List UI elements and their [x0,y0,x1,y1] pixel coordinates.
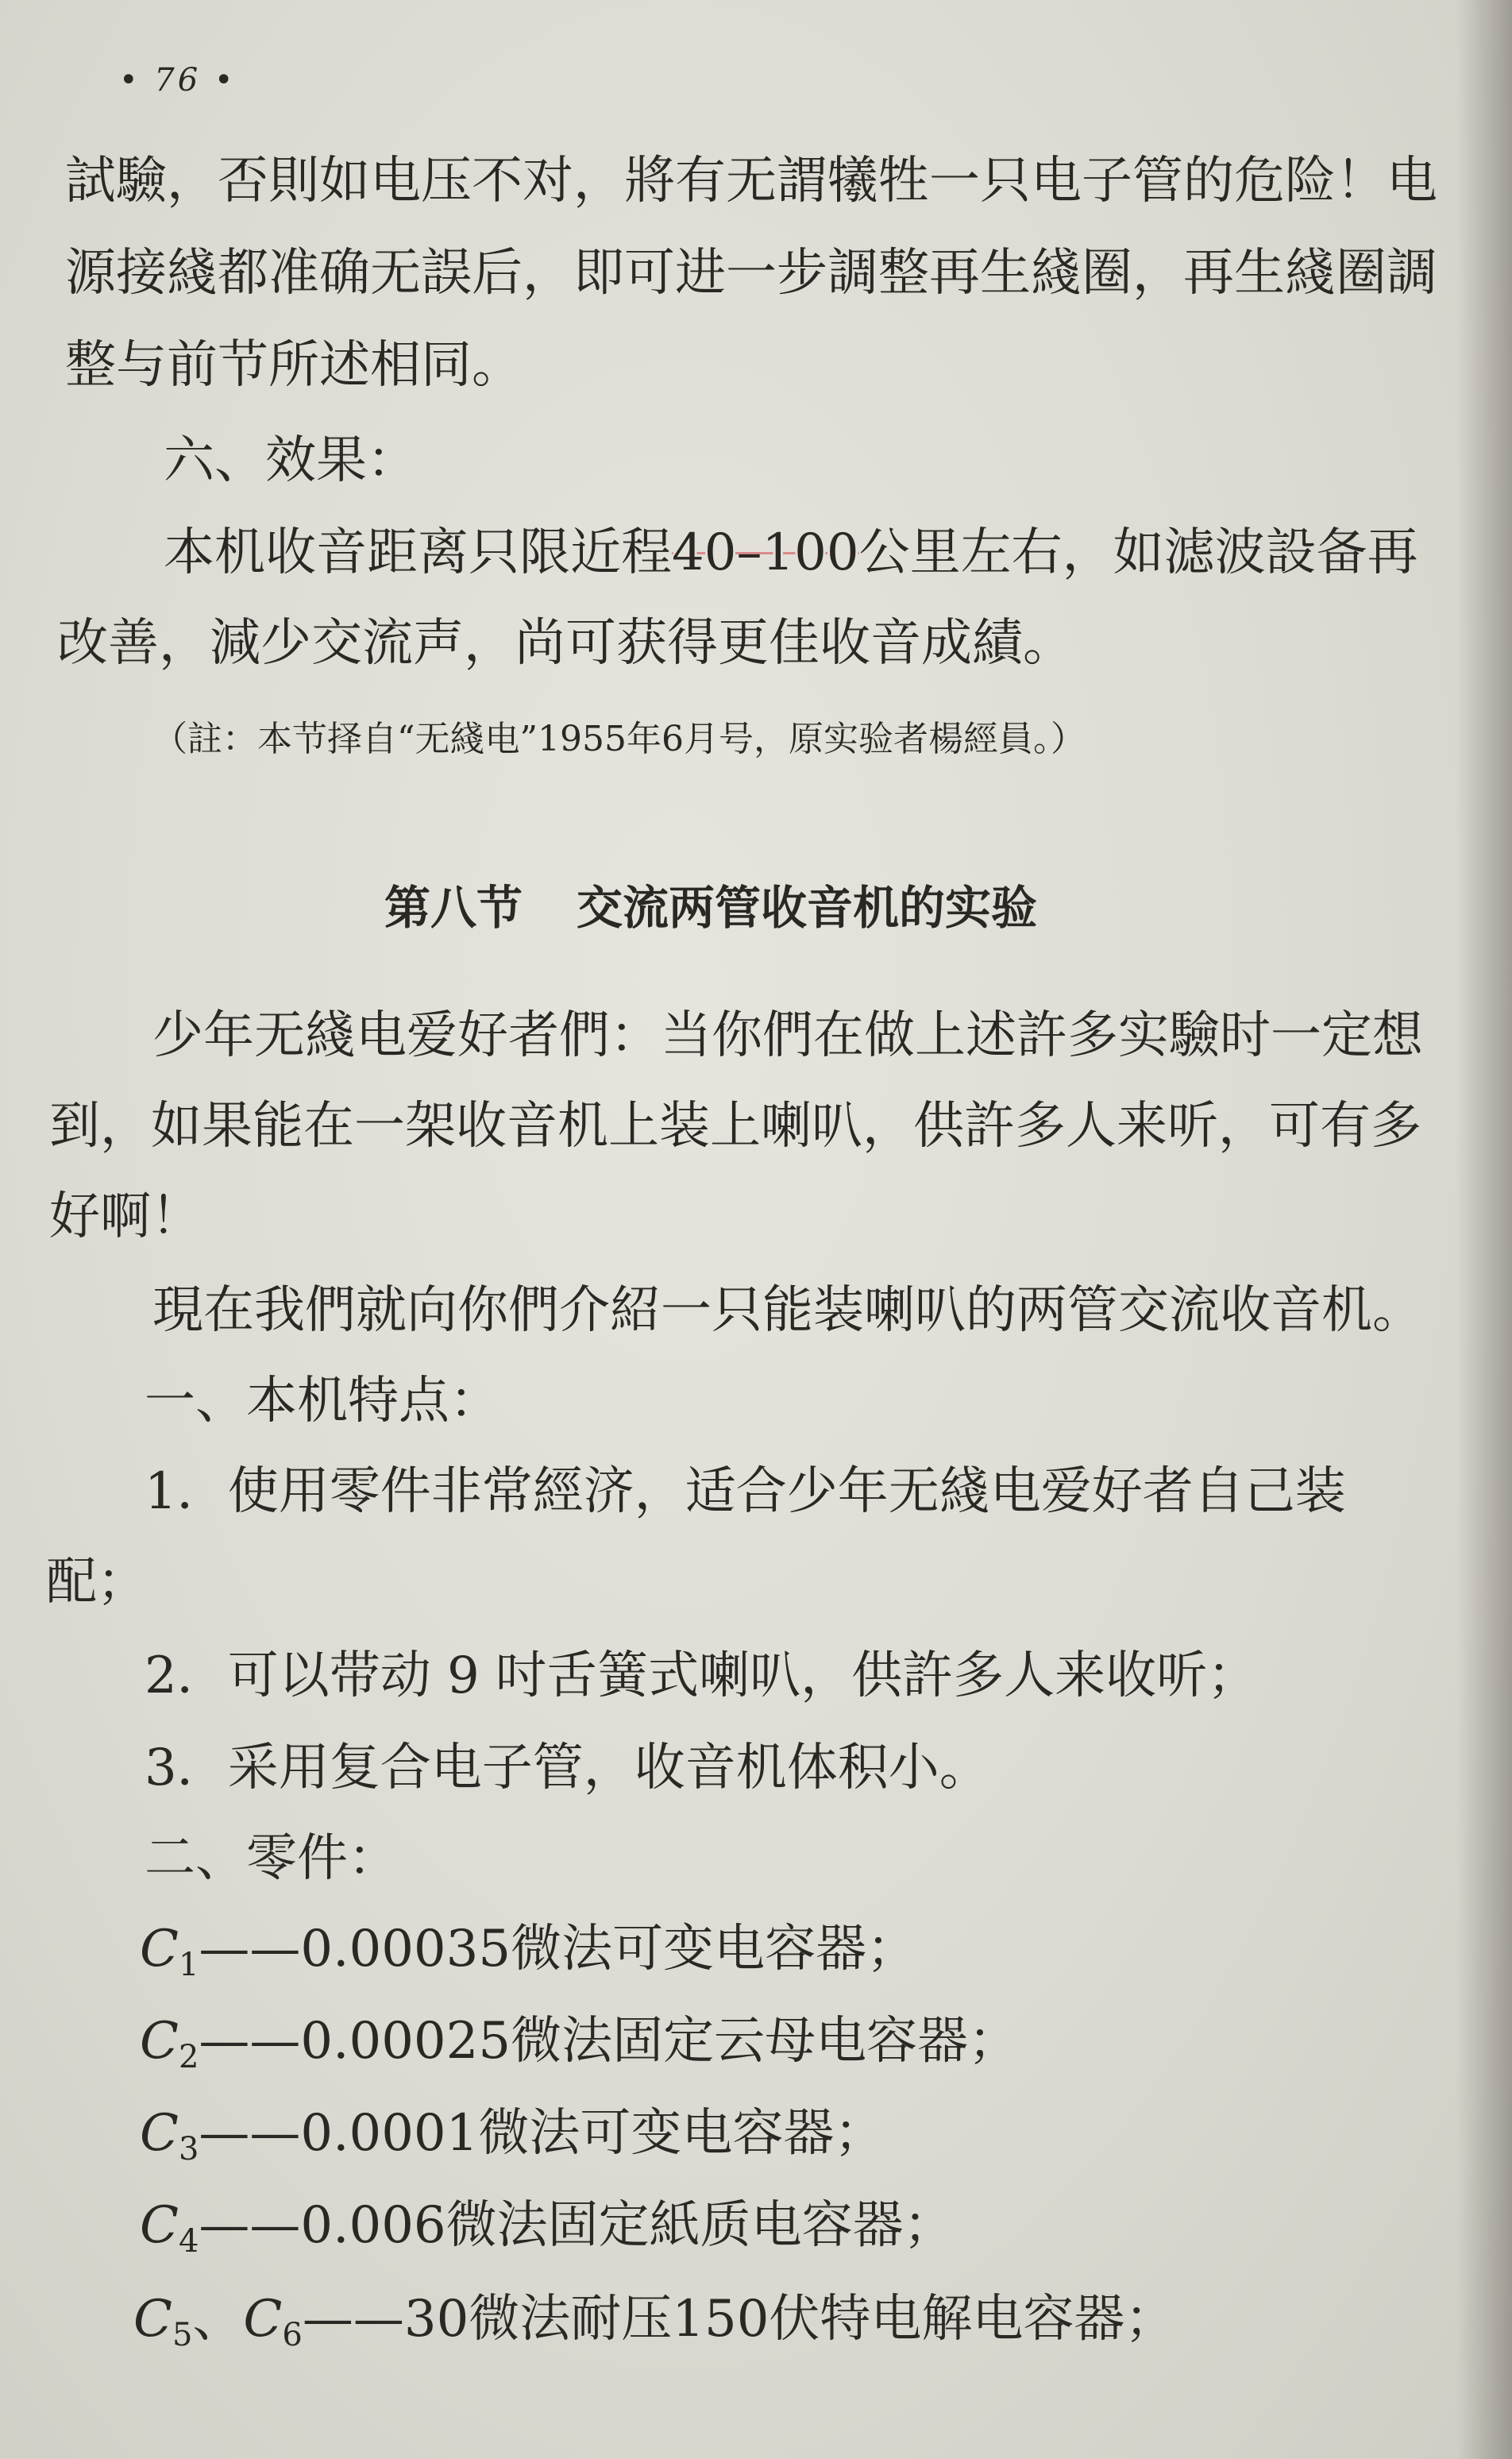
part-item: $C_5$、$C_6——30$微法耐压150伏特电解电容器； [133,2290,1176,2353]
parts-heading: 二、零件： [145,1829,399,1888]
feature-item-continued: 配； [46,1553,148,1612]
part-item: $C_2——0.00025$微法固定云母电容器； [140,2012,1020,2075]
effect-heading: 六、效果： [164,431,418,490]
highlighted-range: 40–100 [672,523,859,582]
feature-item: 1．使用零件非常經济，适合少年无綫电爱好者自己装 [145,1462,1346,1521]
page-number: • 76 • [119,62,237,98]
section-title: 交流两管收音机的实验 [577,881,1038,935]
feature-item: 3．采用复合电子管，收音机体积小。 [145,1739,990,1797]
features-heading: 一、本机特点： [145,1372,500,1430]
source-note: （註：本节择自“无綫电”1955年6月号，原实验者楊經員。） [152,719,1086,759]
text-line: 好啊！ [49,1187,202,1246]
section-heading [384,870,1037,937]
section-number: 第八节 [384,881,523,935]
part-item: $C_1——0.00035$微法可变电容器； [140,1920,918,1983]
text-line: 源接綫都准确无誤后，即可进一步調整再生綫圈，再生綫圈調 [65,244,1437,303]
text-line: 本机收音距离只限近程40–100公里左右，如滤波設备再 [164,523,1418,582]
text-line: 少年无綫电爱好者們：当你們在做上述許多实驗时一定想 [152,1006,1423,1065]
part-item: $C_4——0.006$微法固定紙质电容器； [140,2196,955,2260]
text-line: 整与前节所述相同。 [65,336,523,395]
feature-item: 2．可以带动 9 吋舌簧式喇叭，供許多人来收听； [145,1646,1259,1705]
text-line: 現在我們就向你們介紹一只能装喇叭的两管交流收音机。 [152,1281,1423,1340]
text-line: 改善，減少交流声，尚可获得更佳收音成績。 [57,614,1074,673]
text-line: 到，如果能在一架收音机上装上喇叭，供許多人来听，可有多 [49,1097,1421,1156]
text-line: 試驗，否則如电压不对，將有无謂犧牲一只电子管的危险！电 [65,152,1437,210]
part-item: $C_3——0.0001$微法可变电容器； [140,2104,885,2168]
